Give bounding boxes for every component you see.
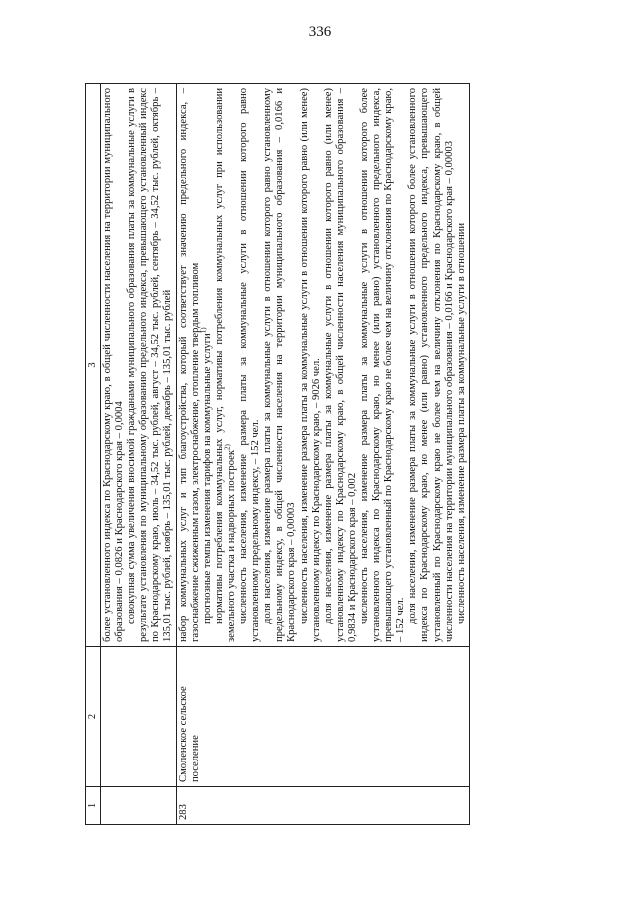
continuation-paragraph-text: совокупная сумма увеличения вносимой гражданами муниципального образования платы за коммунальные услуги в результате установления по муниципальному образованию предельного индекса, превышающего установленный индекс по Краснодарскому краю, июль – 34,52 тыс. рублей, август – 34,52 тыс. рублей, сентябрь – 34,52 тыс. рублей, октябрь – 135,01 тыс. рублей, ноябрь – 135,01 тыс. рублей, декабрь – 135,01 тыс. рублей bbox=[126, 88, 174, 642]
row-paragraph: численность населения, изменение размера платы за коммунальные услуги в отношении которого равно (или менее) установленному индексу по Краснодарскому краю, – 9026 чел. bbox=[298, 88, 322, 642]
header-row bbox=[86, 84, 101, 825]
header-col-1: 1 bbox=[86, 787, 101, 825]
row-paragraph-text: прогнозные темпы изменения тарифов на коммунальные услуги bbox=[201, 333, 213, 624]
row-text-cell bbox=[176, 84, 469, 647]
page-number: 336 bbox=[308, 24, 332, 40]
rotated-table-container bbox=[85, 84, 539, 825]
continuation-paragraph bbox=[126, 88, 174, 642]
data-table bbox=[85, 83, 470, 825]
footnote-mark: 2) bbox=[223, 444, 232, 450]
footnote-mark: 1) bbox=[199, 327, 208, 334]
row-paragraph bbox=[214, 88, 238, 642]
row-paragraph: набор коммунальных услуг и тип благоустройства, который соответствует значению предельного индекса, – газоснабжение сжиженным газом, электроснабжение, отопление твердым топливом bbox=[177, 88, 201, 642]
row-paragraph: доля населения, изменение размера платы за коммунальные услуги в отношении которого равно (или менее) установленному индексу по Краснодарскому краю, в общей численности населения муниципального образования – 0,9834 и Краснодарского края – 0,002 bbox=[322, 88, 358, 642]
row-paragraph: численность населения, изменение размера платы за коммунальные услуги в отношении которого более установленного индекса по Краснодарскому краю, но менее (или равно) установленного предельного индекса, превышающего установленный по Краснодарскому краю не более чем на величину отклонения по Краснодарскому краю, – 152 чел. bbox=[358, 88, 407, 642]
table-frame bbox=[85, 84, 539, 825]
continuation-name-cell bbox=[101, 647, 177, 787]
row-paragraph-text: нормативы потребления коммунальных услуг, нормативы потребления коммунальных услуг при использовании земельного участка и надворных построек bbox=[213, 88, 237, 642]
table-row-continuation bbox=[101, 84, 177, 825]
table-row bbox=[176, 84, 469, 825]
continuation-paragraph: более установленного индекса по Краснодарскому краю, в общей численности населения на территории муниципального образования – 0,0826 и Краснодарского края – 0,0004 bbox=[102, 88, 126, 642]
row-paragraph: доля населения, изменение размера платы за коммунальные услуги в отношении которого равно установленному предельному индексу, в общей численности населения на территории муниципального образования – 0,0166 и Краснодарского края – 0,00003 bbox=[262, 88, 298, 642]
row-paragraph bbox=[199, 88, 214, 642]
row-number: 283 bbox=[176, 787, 469, 825]
header-col-3: 3 bbox=[86, 84, 101, 647]
settlement-name: Смоленское сельское поселение bbox=[176, 647, 469, 787]
row-paragraph: доля населения, изменение размера платы за коммунальные услуги в отношении которого более установленного индекса по Краснодарскому краю, но менее (или равно) установленного предельного индекса, превышающего установленный по Краснодарскому краю не более чем на величину отклонения по Краснодарскому краю, в общей численности населения на территории муниципального образования – 0,0166 и Краснодарского края – 0,00003 bbox=[407, 88, 455, 642]
continuation-number-cell bbox=[101, 787, 177, 825]
continuation-text-cell bbox=[101, 84, 177, 647]
row-paragraph: численность населения, изменение размера платы за коммунальные услуги в отношении которого равно установленному предельному индексу, – 152 чел. bbox=[238, 88, 262, 642]
header-col-2: 2 bbox=[86, 647, 101, 787]
row-paragraph: численность населения, изменение размера платы за коммунальные услуги в отношении bbox=[455, 222, 467, 624]
